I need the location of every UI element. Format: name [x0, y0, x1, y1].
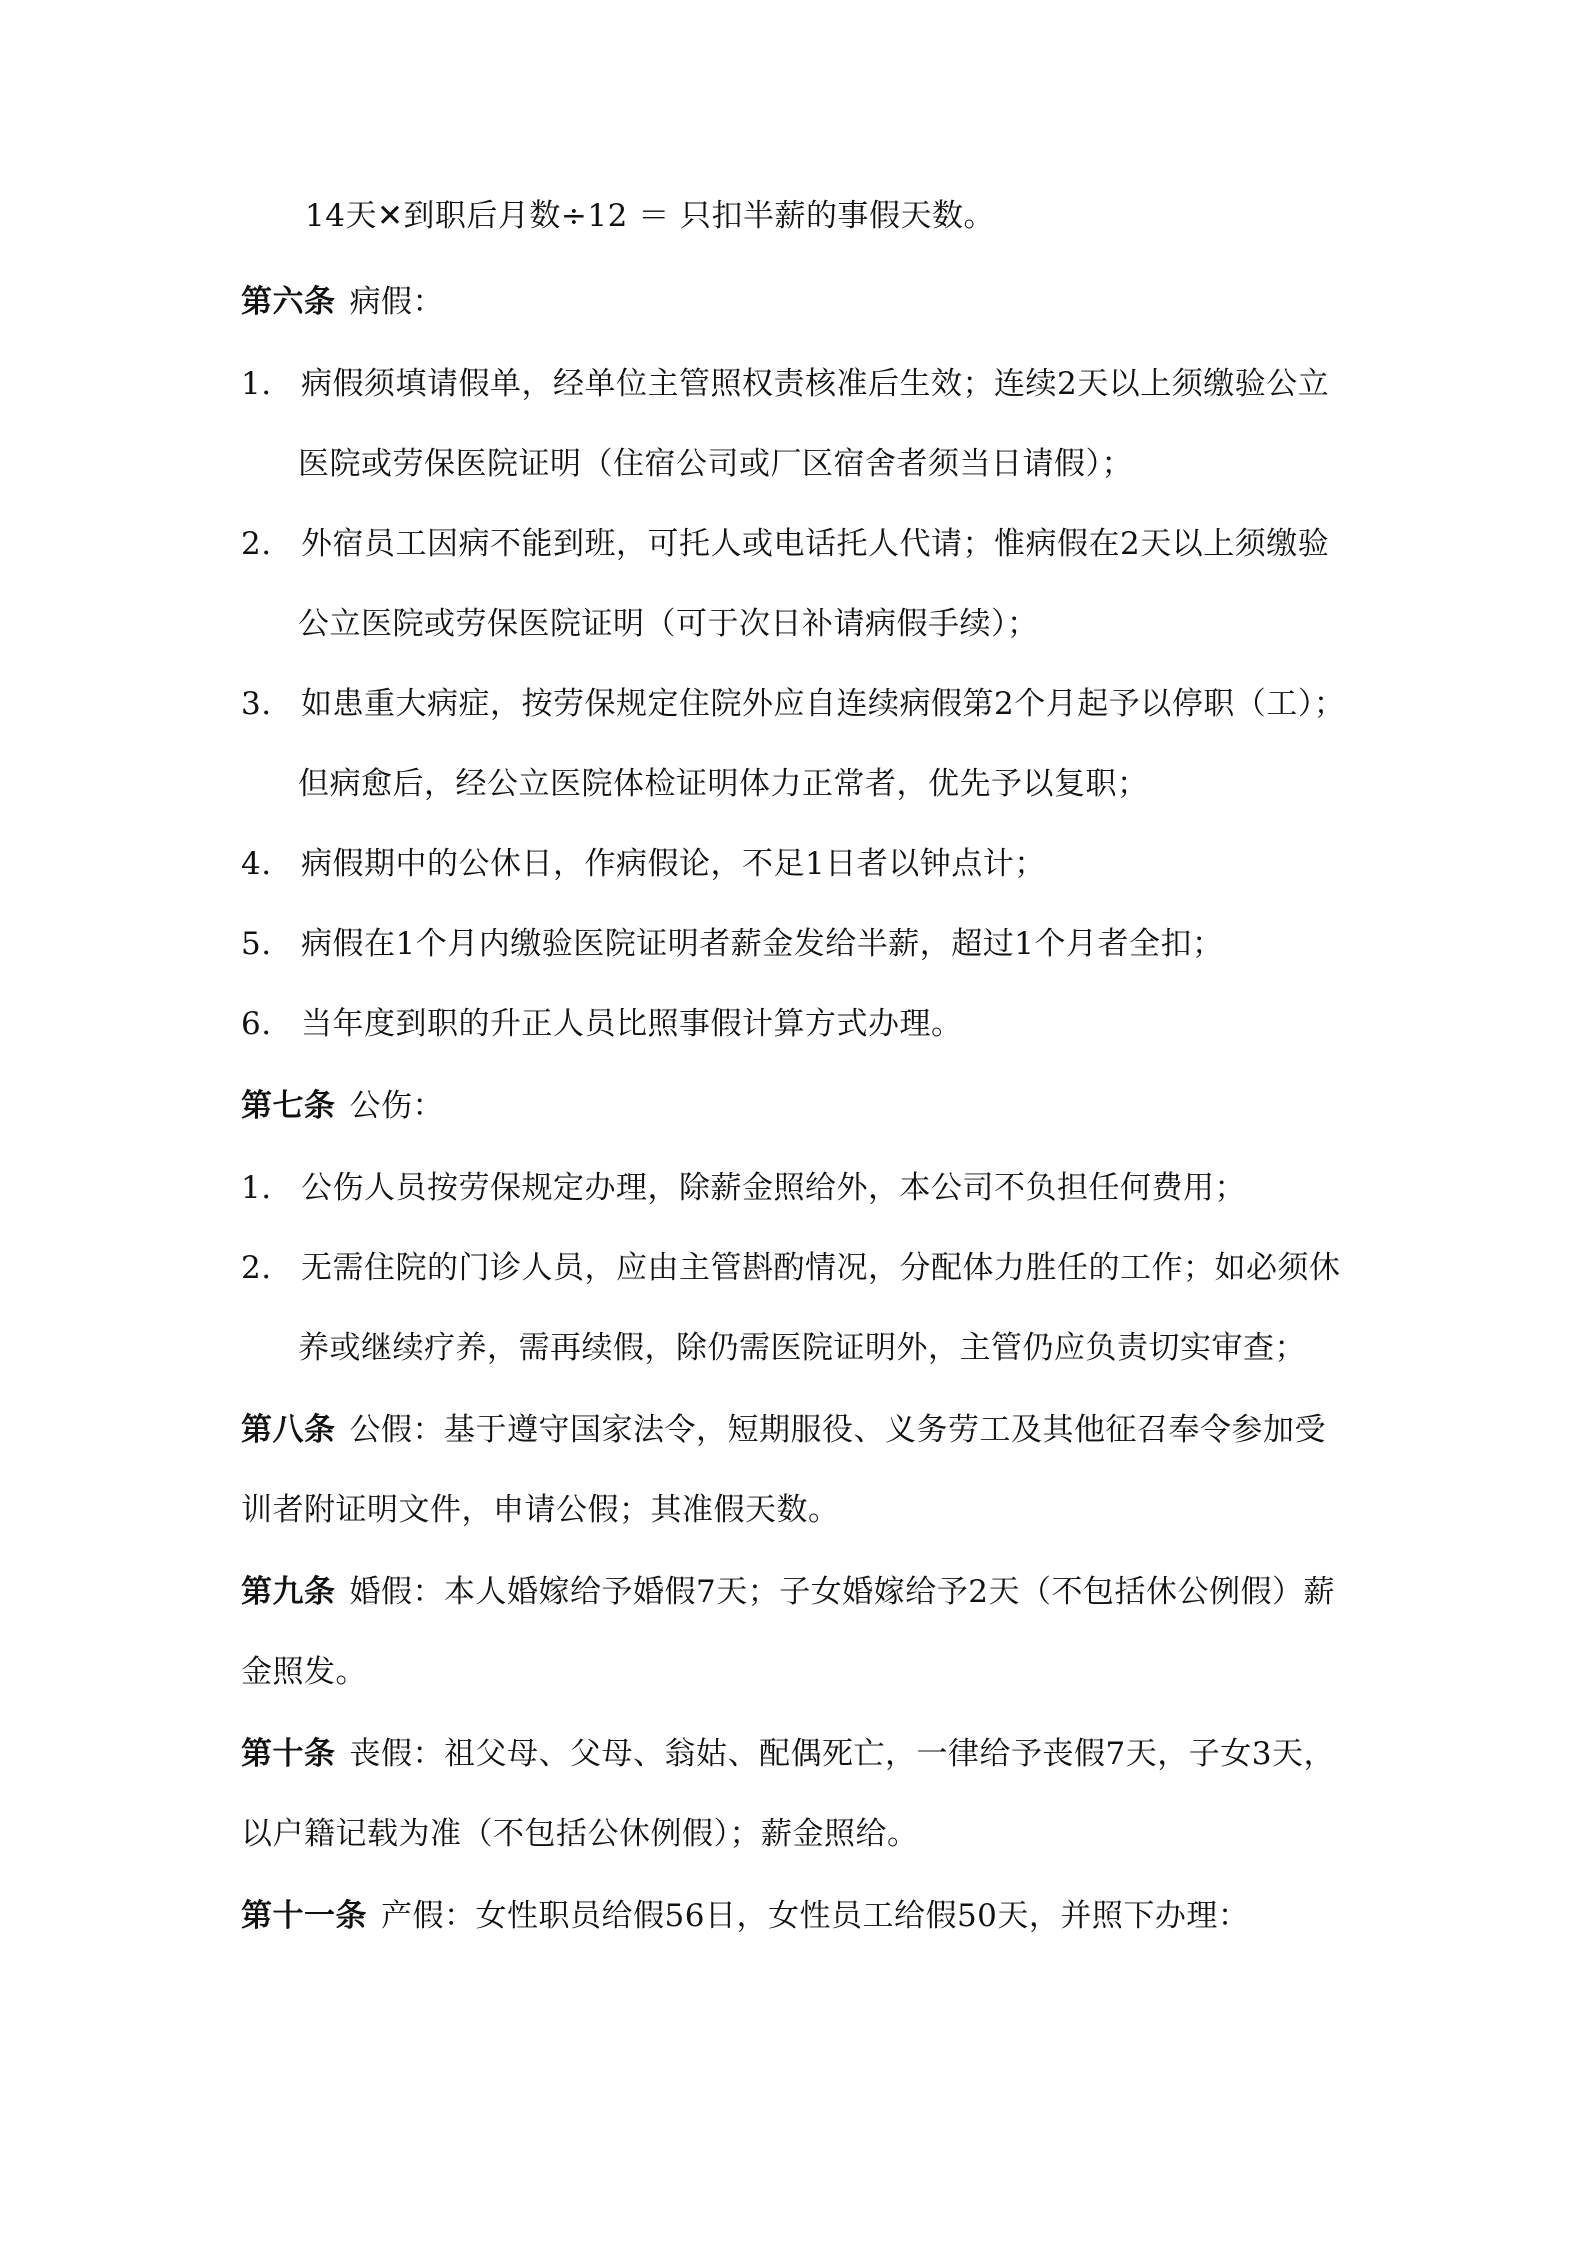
item-text: 病假须填请假单，经单位主管照权责核准后生效；连续2天以上须缴验公立	[301, 366, 1330, 402]
item-number: 1.	[241, 1170, 272, 1206]
article-8	[241, 1410, 1326, 1450]
article-number: 第六条	[241, 284, 336, 320]
list-item	[241, 1248, 1341, 1288]
article-9	[241, 1572, 1335, 1612]
item-text-continued: 养或继续疗养，需再续假，除仍需医院证明外，主管仍应负责切实审查；	[298, 1330, 1306, 1366]
list-item	[241, 1004, 963, 1044]
item-text: 公伤人员按劳保规定办理，除薪金照给外，本公司不负担任何费用；	[301, 1170, 1246, 1206]
list-item	[241, 924, 1223, 964]
formula-line: 14天✕到职后月数÷12 ＝ 只扣半薪的事假天数。	[305, 198, 996, 234]
article-title: 公伤：	[349, 1088, 444, 1124]
article-title: 病假：	[349, 284, 444, 320]
item-text: 病假期中的公休日，作病假论，不足1日者以钟点计；	[301, 846, 1046, 882]
item-number: 3.	[241, 686, 272, 722]
list-item	[241, 844, 1046, 884]
item-number: 2.	[241, 526, 272, 562]
item-text: 病假在1个月内缴验医院证明者薪金发给半薪，超过1个月者全扣；	[301, 926, 1224, 962]
item-text: 外宿员工因病不能到班，可托人或电话托人代请；惟病假在2天以上须缴验	[301, 526, 1330, 562]
article-text: 公假：基于遵守国家法令，短期服役、义务劳工及其他征召奉令参加受	[349, 1412, 1326, 1448]
article-11	[241, 1896, 1249, 1936]
item-number: 2.	[241, 1250, 272, 1286]
article-number: 第八条	[241, 1412, 336, 1448]
article-text: 产假：女性职员给假56日，女性员工给假50天，并照下办理：	[381, 1898, 1250, 1934]
item-number: 4.	[241, 846, 272, 882]
article-number: 第十条	[241, 1736, 336, 1772]
item-text-continued: 公立医院或劳保医院证明（可于次日补请病假手续）；	[298, 606, 1039, 642]
article-10	[241, 1734, 1335, 1774]
item-text-continued: 医院或劳保医院证明（住宿公司或厂区宿舍者须当日请假）；	[298, 446, 1133, 482]
item-text: 无需住院的门诊人员，应由主管斟酌情况，分配体力胜任的工作；如必须休	[301, 1250, 1341, 1286]
article-text: 丧假：祖父母、父母、翁姑、配偶死亡，一律给予丧假7天，子女3天，	[349, 1736, 1335, 1772]
item-number: 1.	[241, 366, 272, 402]
article-text-continued: 金照发。	[241, 1654, 367, 1690]
article-text: 婚假：本人婚嫁给予婚假7天；子女婚嫁给予2天（不包括休公例假）薪	[349, 1574, 1335, 1610]
list-item	[241, 1168, 1246, 1208]
list-item	[241, 684, 1345, 724]
list-item	[241, 364, 1329, 404]
item-number: 6.	[241, 1006, 272, 1042]
article-7-heading	[241, 1086, 444, 1126]
article-number: 第七条	[241, 1088, 336, 1124]
item-text: 当年度到职的升正人员比照事假计算方式办理。	[301, 1006, 963, 1042]
item-text-continued: 但病愈后，经公立医院体检证明体力正常者，优先予以复职；	[298, 766, 1149, 802]
article-number: 第九条	[241, 1574, 336, 1610]
item-number: 5.	[241, 926, 272, 962]
article-text-continued: 以户籍记载为准（不包括公休例假）；薪金照给。	[241, 1816, 919, 1852]
list-item	[241, 524, 1329, 564]
article-text-continued: 训者附证明文件，申请公假；其准假天数。	[241, 1492, 840, 1528]
article-number: 第十一条	[241, 1898, 367, 1934]
item-text: 如患重大病症，按劳保规定住院外应自连续病假第2个月起予以停职（工）；	[301, 686, 1346, 722]
article-6-heading	[241, 282, 444, 322]
